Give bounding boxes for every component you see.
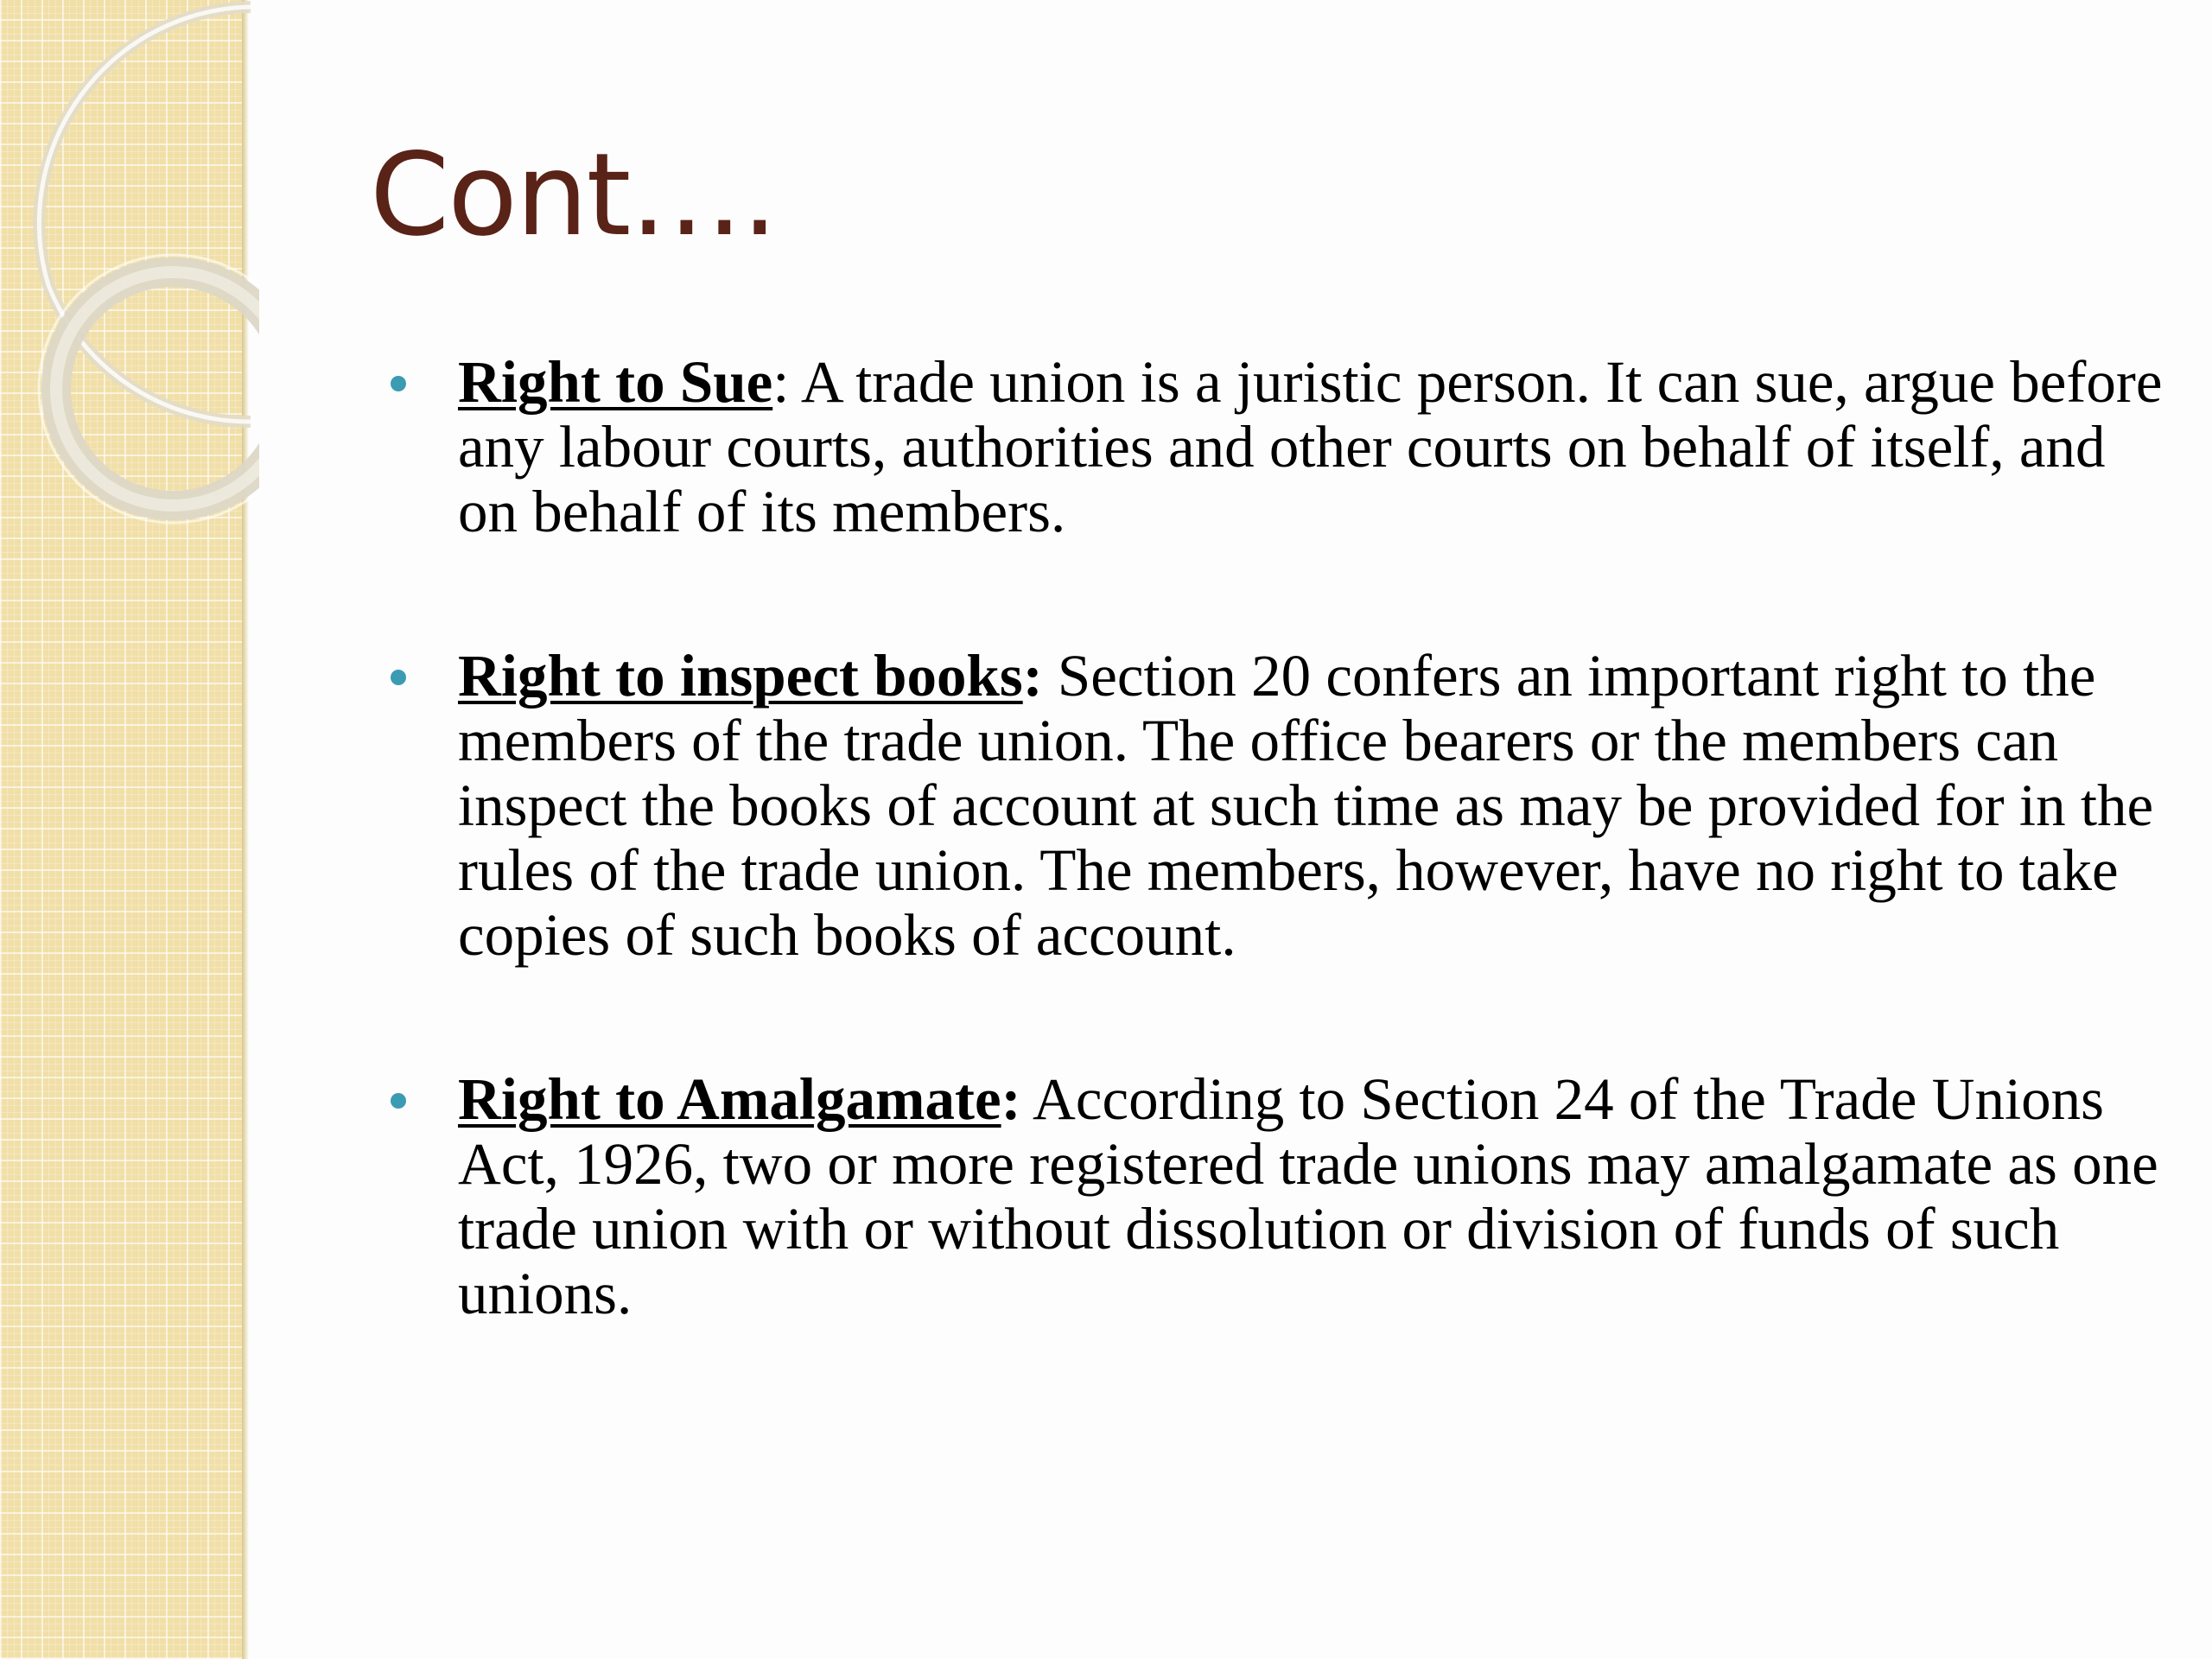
bullet-item-right-to-amalgamate — [458, 1067, 2177, 1326]
bullet-text: According to Section 24 of the Trade Unions Act, 1926, two or more registered trade unions may amalgamate as one trade union with or without dissolution or division of funds of such unions. — [458, 1066, 2158, 1326]
bullet-text: A trade union is a juristic person. It can sue, argue before any labour courts, authorities and other courts on behalf of itself, and on behalf of its members. — [458, 349, 2163, 544]
bullet-separator: : — [1022, 643, 1043, 709]
bullet-list — [458, 350, 2177, 1326]
bullet-heading: Right to Amalgamate — [458, 1066, 1001, 1132]
bullet-text: Section 20 confers an important right to the members of the trade union. The office bearers or the members can inspect the books of account at such time as may be provided for in the rules of the trade union. The members, however, have no right to take copies of such books of account. — [458, 643, 2154, 968]
bullet-heading: Right to Sue — [458, 349, 773, 415]
bullet-separator: : — [772, 349, 790, 415]
decorative-rings — [0, 0, 259, 570]
bullet-separator: : — [1001, 1066, 1021, 1132]
bullet-item-right-to-inspect-books — [458, 644, 2177, 968]
bullet-icon — [391, 1093, 406, 1109]
slide-title: Cont…. — [370, 129, 777, 262]
bullet-heading: Right to inspect books — [458, 643, 1023, 709]
bullet-item-right-to-sue — [458, 350, 2177, 544]
bullet-icon — [391, 376, 406, 391]
bullet-icon — [391, 670, 406, 685]
